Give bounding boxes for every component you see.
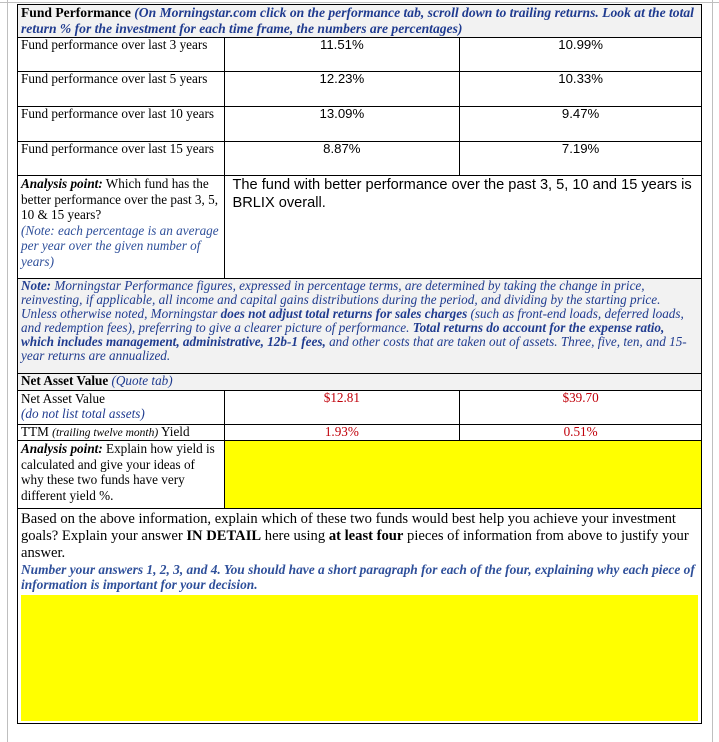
final-question	[21, 511, 698, 562]
answer-text: The fund with better performance over the past 3, 5, 10 and 15 years is BRLIX overall.	[232, 177, 692, 211]
table-row	[18, 72, 702, 107]
note-bold-2: Total returns do account for the expense ratio, which includes management, administrative, 12b-1 fees,	[21, 320, 665, 349]
final-question-cell	[18, 509, 702, 724]
fund-performance-header	[18, 5, 702, 38]
perf-fund1-value: 11.51%	[224, 38, 460, 72]
yield-answer-box[interactable]	[224, 441, 702, 509]
perf-row-label: Fund performance over last 3 years	[18, 38, 225, 72]
table-row	[18, 425, 702, 441]
nav-title: Net Asset Value	[21, 373, 109, 388]
nav-header	[18, 374, 702, 391]
note-bold-1: does not adjust total returns for sales charges	[220, 306, 468, 321]
ttm-fund1-value: 1.93%	[224, 425, 460, 441]
perf-fund1-value: 8.87%	[224, 142, 460, 176]
analysis-point-label: Analysis point:	[21, 441, 103, 456]
table-row	[18, 38, 702, 72]
analysis-question: Explain how yield is calculated and give your ideas of why these two funds have very different yield %.	[21, 441, 215, 503]
final-text-3: pieces of information from above to justify your answer.	[21, 528, 689, 561]
perf-row-label: Fund performance over last 15 years	[18, 142, 225, 176]
table-row	[18, 391, 702, 425]
final-answer-box[interactable]	[21, 595, 698, 721]
ttm-fund2-value: 0.51%	[460, 425, 702, 441]
final-bold-1: IN DETAIL	[186, 528, 262, 544]
perf-fund1-value: 13.09%	[224, 107, 460, 142]
analysis-question: Which fund has the better performance over the past 3, 5, 10 & 15 years?	[21, 176, 218, 222]
note-text-1: Morningstar Performance figures, expressed in percentage terms, are determined by taking the change in price, reinvesting, if applicable, all income and capital gains distributions during the period, and dividing by the starting price. Unless otherwise noted, Morningstar	[21, 278, 661, 321]
page-left-margin-line	[7, 0, 8, 742]
nav-tab-hint: (Quote tab)	[111, 373, 173, 388]
perf-fund2-value: 9.47%	[460, 107, 702, 142]
yield-analysis-prompt	[18, 441, 225, 509]
morningstar-note	[18, 279, 702, 374]
nav-header-row	[18, 374, 702, 391]
table-row	[18, 107, 702, 142]
page-right-margin-line	[712, 0, 713, 742]
fund-performance-title: Fund Performance	[21, 5, 131, 20]
ttm-suffix: Yield	[161, 424, 190, 439]
final-text-1: Based on the above information, explain which of these two funds would best help you achieve your investment goals? Explain your answer	[21, 511, 676, 544]
performance-analysis-row	[18, 176, 702, 279]
fund-performance-instruction: (On Morningstar.com click on the performance tab, scroll down to trailing returns. Look at the total return % for the investment for each time frame, the numbers are percentages)	[21, 5, 694, 36]
nav-fund2-value: $39.70	[460, 391, 702, 425]
analysis-note: (Note: each percentage is an average per year over the given number of years)	[21, 222, 219, 269]
final-instruction: Number your answers 1, 2, 3, and 4. You should have a short paragraph for each of the four, explaining why each piece of information is important for your decision.	[21, 562, 695, 592]
nav-label: Net Asset Value	[21, 391, 105, 406]
performance-analysis-answer[interactable]	[224, 176, 702, 279]
note-label: Note:	[21, 278, 52, 293]
final-bold-2: at least four	[328, 528, 404, 544]
analysis-point-label: Analysis point:	[21, 176, 103, 191]
performance-analysis-prompt	[18, 176, 225, 279]
yield-analysis-row	[18, 441, 702, 509]
perf-fund2-value: 10.33%	[460, 72, 702, 107]
final-text-2: here using	[264, 528, 326, 544]
perf-row-label: Fund performance over last 5 years	[18, 72, 225, 107]
page-top-rule	[0, 2, 719, 3]
fund-performance-header-row	[18, 5, 702, 38]
nav-fund1-value: $12.81	[224, 391, 460, 425]
ttm-label-cell	[18, 425, 225, 441]
table-row	[18, 142, 702, 176]
fund-comparison-table	[17, 4, 702, 724]
morningstar-note-row	[18, 279, 702, 374]
ttm-hint: (trailing twelve month)	[52, 427, 159, 439]
perf-row-label: Fund performance over last 10 years	[18, 107, 225, 142]
perf-fund2-value: 7.19%	[460, 142, 702, 176]
perf-fund1-value: 12.23%	[224, 72, 460, 107]
nav-label-cell	[18, 391, 225, 425]
perf-fund2-value: 10.99%	[460, 38, 702, 72]
note-text-3: and other costs that are taken out of assets. Three, five, ten, and 15-year returns are annualized.	[21, 334, 687, 363]
ttm-prefix: TTM	[21, 424, 49, 439]
final-question-row	[18, 509, 702, 724]
note-text-2: (such as front-end loads, deferred loads, and redemption fees), preferring to give a clearer picture of performance.	[21, 306, 684, 335]
nav-hint: (do not list total assets)	[21, 406, 145, 421]
